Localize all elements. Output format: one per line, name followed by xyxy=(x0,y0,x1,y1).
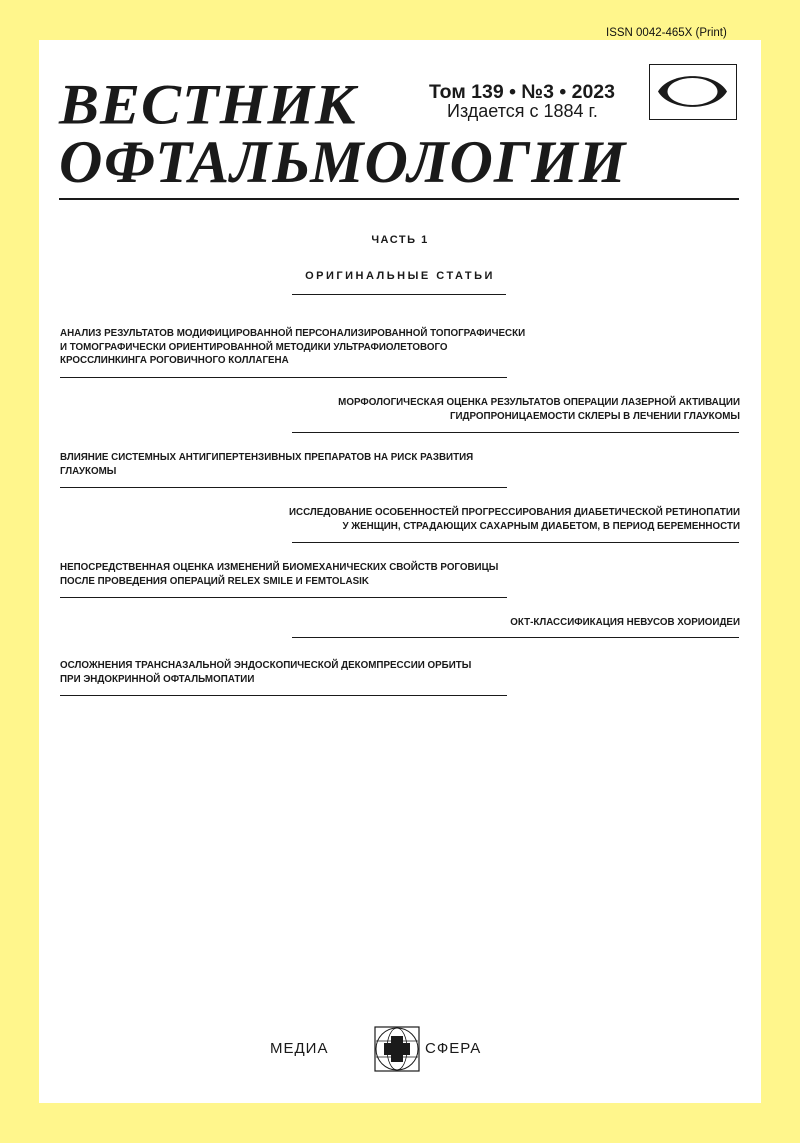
article-line: АНАЛИЗ РЕЗУЛЬТАТОВ МОДИФИЦИРОВАННОЙ ПЕРСОНАЛИЗИРОВАННОЙ ТОПОГРАФИЧЕСКИ xyxy=(60,328,526,339)
article-title xyxy=(280,616,740,630)
article-title xyxy=(60,561,520,588)
article-line: ВЛИЯНИЕ СИСТЕМНЫХ АНТИГИПЕРТЕНЗИВНЫХ ПРЕПАРАТОВ НА РИСК РАЗВИТИЯ xyxy=(60,452,474,463)
part-label: ЧАСТЬ 1 xyxy=(371,234,429,246)
article-line: ГЛАУКОМЫ xyxy=(60,465,117,477)
article-line: И ТОМОГРАФИЧЕСКИ ОРИЕНТИРОВАННОЙ МЕТОДИКИ УЛЬТРАФИОЛЕТОВОГО xyxy=(60,341,448,353)
article-line: НЕПОСРЕДСТВЕННАЯ ОЦЕНКА ИЗМЕНЕНИЙ БИОМЕХАНИЧЕСКИХ СВОЙСТВ РОГОВИЦЫ xyxy=(60,562,499,573)
section-label: ОРИГИНАЛЬНЫЕ СТАТЬИ xyxy=(305,270,495,282)
cover-page xyxy=(39,40,761,1103)
article-rule xyxy=(60,487,507,488)
article-line: ПРИ ЭНДОКРИННОЙ ОФТАЛЬМОПАТИИ xyxy=(60,673,255,685)
article-line: ГИДРОПРОНИЦАЕМОСТИ СКЛЕРЫ В ЛЕЧЕНИИ ГЛАУКОМЫ xyxy=(449,410,740,422)
article-line: ОСЛОЖНЕНИЯ ТРАНСНАЗАЛЬНОЙ ЭНДОСКОПИЧЕСКОЙ ДЕКОМПРЕССИИ ОРБИТЫ xyxy=(60,660,472,671)
journal-title-line1: ВЕСТНИК xyxy=(59,73,357,136)
masthead-rule xyxy=(59,198,739,200)
journal-title-line2: ОФТАЛЬМОЛОГИИ xyxy=(59,129,627,195)
article-rule xyxy=(60,377,507,378)
article-title xyxy=(60,659,520,686)
article-title xyxy=(280,396,740,423)
issn-print: ISSN 0042-465X (Print) xyxy=(606,27,727,39)
article-line: У ЖЕНЩИН, СТРАДАЮЩИХ САХАРНЫМ ДИАБЕТОМ, В ПЕРИОД БЕРЕМЕННОСТИ xyxy=(342,520,740,532)
article-rule xyxy=(292,432,739,433)
article-line: ИССЛЕДОВАНИЕ ОСОБЕННОСТЕЙ ПРОГРЕССИРОВАНИЯ ДИАБЕТИЧЕСКОЙ РЕТИНОПАТИИ xyxy=(288,507,740,518)
article-title xyxy=(60,451,520,478)
article-rule xyxy=(292,637,739,638)
article-line: ОКТ-КЛАССИФИКАЦИЯ НЕВУСОВ ХОРИОИДЕИ xyxy=(510,617,740,628)
article-line: МОРФОЛОГИЧЕСКАЯ ОЦЕНКА РЕЗУЛЬТАТОВ ОПЕРАЦИИ ЛАЗЕРНОЙ АКТИВАЦИИ xyxy=(338,397,740,408)
issue-volume: Том 139 • №3 • 2023 xyxy=(429,81,616,103)
publisher-logo xyxy=(39,1020,761,1070)
article-rule xyxy=(60,695,507,696)
issue-since: Издается с 1884 г. xyxy=(447,101,598,121)
globe-cross-icon xyxy=(371,1023,423,1075)
section-rule xyxy=(292,294,506,295)
article-line: ПОСЛЕ ПРОВЕДЕНИЯ ОПЕРАЦИЙ RELEX SMILE И FEMTOLASIK xyxy=(60,575,369,587)
publisher-name-right: СФЕРА xyxy=(425,1040,482,1057)
article-rule xyxy=(60,597,507,598)
article-line: КРОССЛИНКИНГА РОГОВИЧНОГО КОЛЛАГЕНА xyxy=(60,355,289,366)
publisher-name-left: МЕДИА xyxy=(270,1040,329,1057)
eye-icon xyxy=(650,65,735,118)
journal-logo xyxy=(649,64,737,120)
article-rule xyxy=(292,542,739,543)
article-title xyxy=(280,506,740,533)
article-title xyxy=(60,327,526,368)
